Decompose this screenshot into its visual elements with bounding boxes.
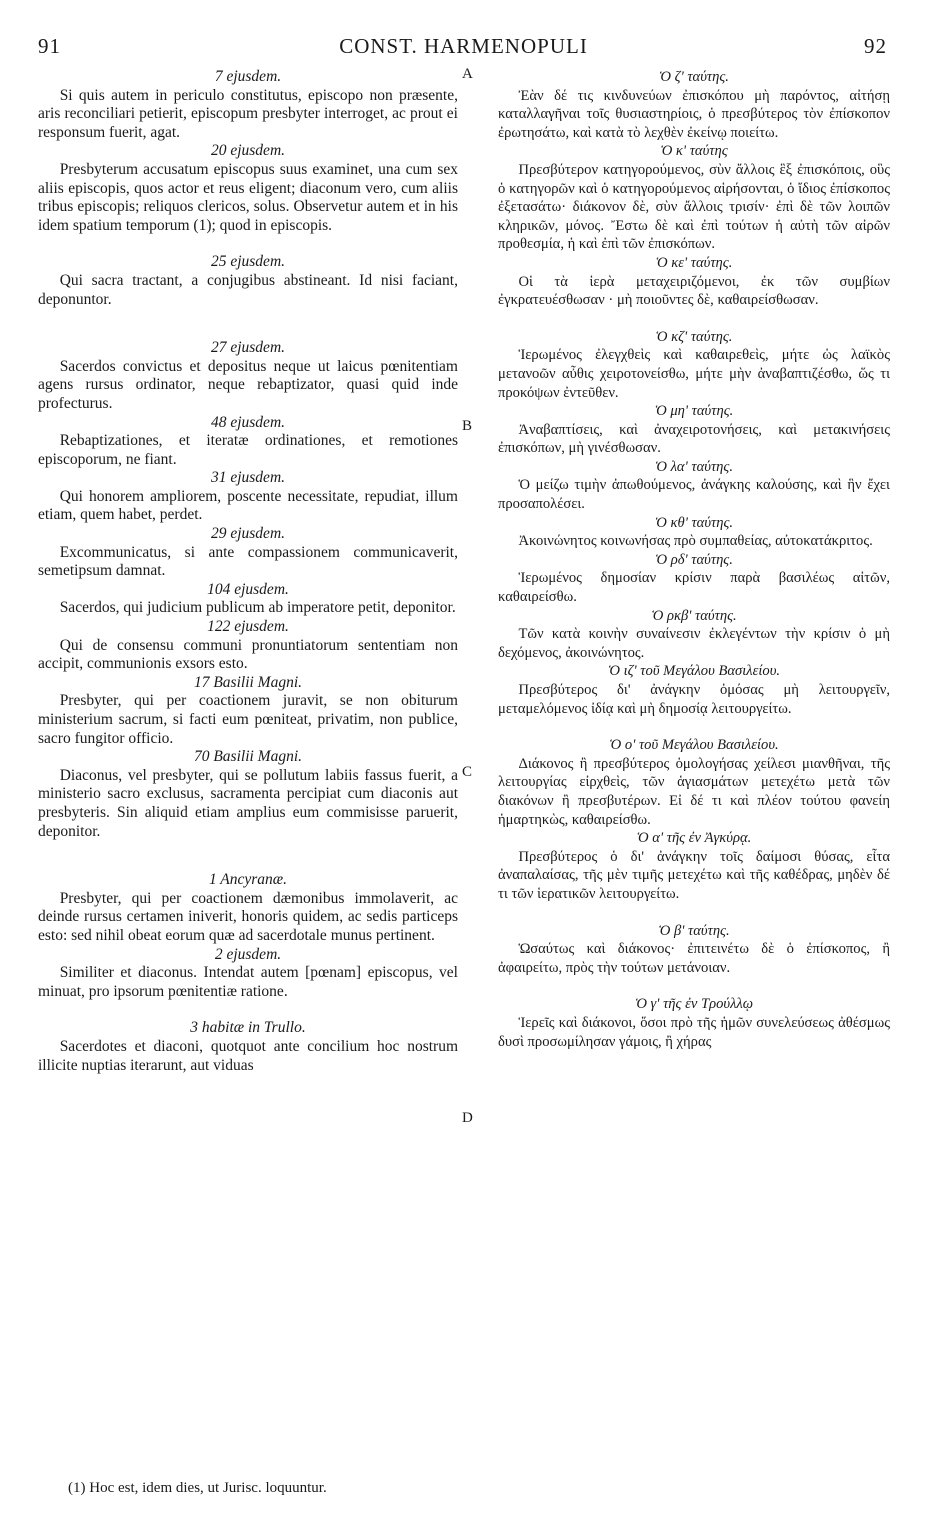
page-number-right: 92: [864, 34, 887, 58]
canon-title: 31 ejusdem.: [210, 469, 286, 487]
canon-text: Qui sacra tractant, a conjugibus abstineant. Id nisi faciant, deponuntor.: [38, 271, 458, 308]
margin-mark-d: D: [462, 1110, 473, 1126]
canon-title: 122 ejusdem.: [207, 618, 289, 636]
canon-text: Presbyterum accusatum episcopus suus examinet, una cum sex aliis episcopis, quos actor et reus eligent; diaconum vero, cum aliis tribus episcopis; reliquos clericos, solus. Observetur autem et in his idem spatium temporum (1); quod in episcopis.: [38, 160, 458, 234]
canon-text: Qui honorem ampliorem, poscente necessitate, repudiat, illum etiam, quem habet, perdet.: [38, 487, 458, 524]
canon-text: Presbyter, qui per coactionem dæmonibus immolaverit, ac deinde rursus certamen iniverit, honoris quidem, ac sedis particeps esto: sed nihil obeat eorum quæ ad sacerdotale munus pertinent.: [38, 889, 458, 944]
canon-title: 2 ejusdem.: [214, 945, 282, 963]
canon-title: 70 Basilii Magni.: [193, 748, 303, 766]
canon-title: 20 ejusdem.: [210, 142, 286, 160]
margin-mark-c: C: [462, 764, 473, 780]
canon-text: Ἀναβαπτίσεις, καὶ ἀναχειροτονήσεις, καὶ μετακινήσεις ἐπισκόπων, μὴ γινέσθωσαν.: [498, 421, 890, 457]
canon-text: Τῶν κατὰ κοινὴν συναίνεσιν ἐκλεγέντων τὴν κρίσιν ὁ μὴ δεχόμενος, ἀκοινώνητος.: [498, 626, 890, 661]
canon-text: Πρεσβύτερος δι' ἀνάγκην ὀμόσας μὴ λειτουργεῖν, μεταμελόμενος ἰδίᾳ καὶ μὴ δημοσίᾳ λειτουργείτω.: [498, 682, 890, 717]
canon-title: 17 Basilii Magni.: [193, 673, 303, 691]
canon-text: Ὡσαύτως καὶ διάκονος· ἐπιτεινέτω δὲ ὁ ἐπίσκοπος, ἢ ἀφαιρείτω, πρὸς τὴν τούτων μετάνοιαν.: [498, 941, 890, 976]
canon-title: Ὁ κ' ταύτης: [660, 143, 728, 160]
running-title: CONST. HARMENOPULI: [339, 34, 588, 58]
canon-text: Ἐὰν δέ τις κινδυνεύων ἐπισκόπου μὴ παρόντος, αἰτήσῃ καταλλαγῆναι τοῖς θυσιαστηρίοις, ὁ πρεσβύτερος τὸν ἐπίσκοπον ἐρωτησάτω, καὶ κατὰ τὸ λεχθὲν ἐκείνῳ ποιείτω.: [498, 87, 890, 141]
canon-text: Qui de consensu communi pronuntiatorum sententiam non accipit, communionis exsors esto.: [38, 636, 458, 673]
canon-text: Rebaptizationes, et iteratæ ordinationes, et remotiones episcoporum, ne fiant.: [38, 432, 458, 468]
canon-text: Excommunicatus, si ante compassionem communicaverit, semetipsum damnat.: [38, 543, 458, 580]
canon-text: Si quis autem in periculo constitutus, episcopo non præsente, aris reconciliari petierit, episcopum presbyter interroget, ac prout ei responsum fuerit, agat.: [38, 86, 458, 141]
canon-title: 29 ejusdem.: [210, 525, 286, 543]
canon-text: Ἱερωμένος ἐλεγχθεὶς καὶ καθαιρεθεὶς, μήτε ὡς λαϊκὸς μετανοῶν αὖθις χειροτονείσθω, μήτε μὴν ἀναβαπτιζέσθω, ὥς τι προκόψων ἐντεῦθεν.: [498, 347, 890, 401]
canon-title: Ὁ μη' ταύτης.: [654, 403, 734, 420]
canon-title: 104 ejusdem.: [207, 580, 289, 598]
canon-title: Ὁ α' τῆς ἐν Ἀγκύρᾳ.: [636, 830, 752, 847]
canon-text: Ὁ μείζω τιμὴν ἀπωθούμενος, ἀνάγκης καλούσης, καὶ ἣν ἔχει προσαπολέσει.: [498, 477, 890, 513]
canon-title: 25 ejusdem.: [210, 253, 286, 271]
margin-mark-a: A: [462, 66, 473, 82]
canon-title: 3 habitæ in Trullo.: [190, 1019, 306, 1037]
canon-title: Ὁ γ' τῆς ἐν Τρούλλῳ: [634, 996, 754, 1013]
canon-text: Sacerdos convictus et depositus neque ut laicus pœnitentiam agens rursus ordinator, neque rebaptizator, quasi quid inde profecturus.: [38, 357, 458, 412]
canon-text: Διάκονος ἢ πρεσβύτερος ὁμολογήσας χείλεσι μιανθῆναι, τῆς λειτουργίας εἰρχθεὶς, τῶν ἁγιασμάτων μετεχέτω μετὰ τῶν διακόνων ἢ πρεσβυτέρων. Εἰ δέ τι καὶ πλέον τούτου φανείη ἡμαρτηκὼς, καθαιρείσθω.: [498, 755, 890, 828]
canon-title: Ὁ κθ' ταύτης.: [654, 514, 734, 531]
canon-title: Ὁ β' ταύτης.: [658, 922, 730, 939]
canon-text: Sacerdotes et diaconi, quotquot ante concilium hoc nostrum illicite nuptias iterarunt, aut viduas: [38, 1037, 458, 1074]
canon-text: Presbyter, qui per coactionem juravit, se non obiturum ministerium sacrum, si facti eum pœniteat, privatim, non publice, sacro fungitor officio.: [38, 692, 458, 747]
canon-title: 27 ejusdem.: [210, 339, 286, 357]
canon-text: Diaconus, vel presbyter, qui se pollutum labiis fassus fuerit, a ministerio sacro exclusus, sacramenta percipiat cum diaconis aut presbyteris. Sin aliquid etiam amplius eum commisisse paruerit, deponitor.: [38, 766, 458, 840]
canon-text: Οἱ τὰ ἱερὰ μεταχειριζόμενοι, ἐκ τῶν συμβίων ἐγκρατευέσθωσαν · μὴ ποιοῦντες δὲ, καθαιρείσθωσαν.: [498, 273, 890, 309]
canon-title: 7 ejusdem.: [214, 68, 282, 85]
page-number-left: 91: [38, 34, 61, 58]
canon-text: Ἱερωμένος δημοσίαν κρίσιν παρὰ βασιλέως αἰτῶν, καθαιρείσθω.: [498, 570, 890, 606]
footnote: (1) Hoc est, idem dies, ut Jurisc. loquuntur.: [68, 1480, 327, 1496]
canon-title: Ὁ ζ' ταύτης.: [659, 69, 729, 85]
canon-title: Ὁ ρκβ' ταύτης.: [651, 607, 737, 624]
canon-title: Ὁ λα' ταύτης.: [655, 458, 733, 475]
canon-title: Ὁ ρδ' ταύτης.: [655, 551, 733, 568]
latin-column: [38, 68, 458, 1075]
margin-mark-b: B: [462, 418, 473, 434]
canon-text: Πρεσβύτερος ὁ δι' ἀνάγκην τοῖς δαίμοσι θύσας, εἶτα ἀναπαλαίσας, τῆς μὲν τιμῆς μετεχέτω καὶ τῆς καθέδρας, μηδὲν δέ τι τῶν ἱερατικῶν λειτουργείτω.: [498, 848, 890, 902]
canon-title: Ὁ ιζ' τοῦ Μεγάλου Βασιλείου.: [607, 663, 781, 680]
canon-text: Πρεσβύτερον κατηγορούμενος, σὺν ἄλλοις ἓξ ἐπισκόποις, οὓς ὁ κατηγορῶν καὶ ὁ κατηγορούμενος αἱρήσονται, ὁ ἴδιος ἐπίσκοπος ἐξετασάτω· διάκονον δὲ, σὺν ἄλλοις τρισίν· ἐπὶ δὲ τῶν λοιπῶν κληρικῶν, μόνος. Ἔστω δὲ καὶ ἐπὶ τούτων ἡ αὐτὴ τῶν αἰρῶν προθεσμία, ἡ καὶ ἐπὶ τῶν ἐπισκόπων.: [498, 161, 890, 253]
canon-text: Ἱερεῖς καὶ διάκονοι, ὅσοι πρὸ τῆς ἡμῶν συνελεύσεως ἀθέσμως δυσὶ προσωμίλησαν γάμοις, ἢ χήρας: [498, 1014, 890, 1050]
canon-title: Ὁ κε' ταύτης.: [655, 254, 733, 271]
canon-title: 1 Ancyranæ.: [208, 871, 288, 889]
canon-text: Ἀκοινώνητος κοινωνήσας πρὸ συμπαθείας, αὐτοκατάκριτος.: [518, 533, 873, 550]
canon-text: Sacerdos, qui judicium publicum ab imperatore petit, deponitor.: [59, 599, 456, 617]
greek-column: [498, 68, 890, 1051]
canon-text: Similiter et diaconus. Intendat autem [pœnam] episcopus, vel minuat, pro ipsorum pœnitentiæ ratione.: [38, 964, 458, 1000]
canon-title: Ὁ ο' τοῦ Μεγάλου Βασιλείου.: [609, 737, 779, 754]
canon-title: Ὁ κζ' ταύτης.: [655, 328, 733, 345]
canon-title: 48 ejusdem.: [210, 413, 286, 431]
